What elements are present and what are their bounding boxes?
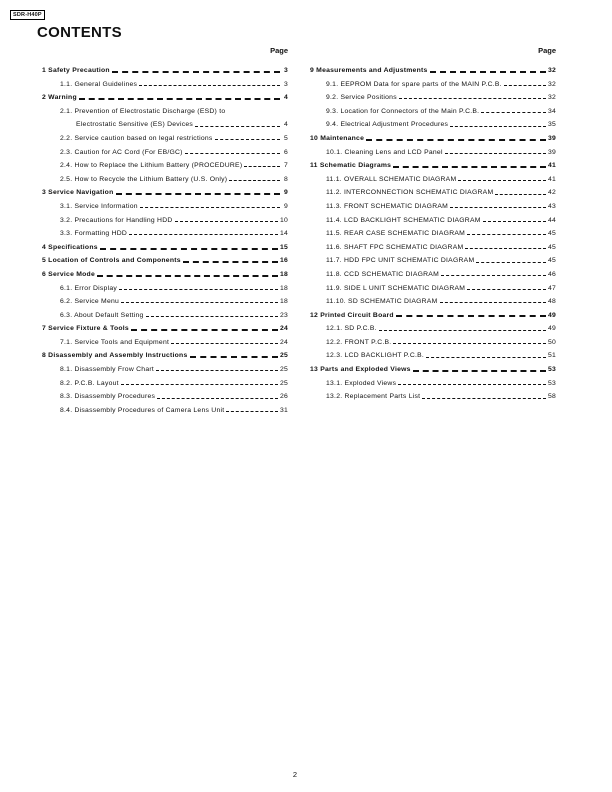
dot-leader <box>146 314 278 317</box>
toc-entry-title: 3 Service Navigation <box>42 189 114 197</box>
dot-leader <box>450 205 546 208</box>
toc-subsection-entry <box>310 186 556 200</box>
toc-entry-title: Electrostatic Sensitive (ES) Devices <box>76 121 194 129</box>
dot-leader <box>226 409 278 412</box>
toc-entry-page: 5 <box>283 134 288 142</box>
toc-entry-page: 18 <box>279 298 288 306</box>
toc-entry-title: 11.6. SHAFT FPC SCHEMATIC DIAGRAM <box>326 243 464 251</box>
toc-entry-title: 9.4. Electrical Adjustment Procedures <box>326 121 449 129</box>
toc-entry-title: 2.3. Caution for AC Cord (For EB/GC) <box>60 148 183 156</box>
dot-leader <box>171 341 278 344</box>
toc-entry-page: 8 <box>283 175 288 183</box>
dot-leader <box>157 396 278 399</box>
dot-leader <box>129 232 278 235</box>
toc-entry-title: 8 Disassembly and Assembly Instructions <box>42 352 188 360</box>
dot-leader <box>441 273 546 276</box>
toc-section-entry <box>42 241 288 255</box>
toc-subsection-entry <box>42 295 288 309</box>
dot-leader <box>183 259 278 263</box>
toc-subsection-entry <box>42 132 288 146</box>
dot-leader <box>119 287 278 290</box>
toc-subsection-entry <box>42 377 288 391</box>
toc-subsection-entry <box>310 254 556 268</box>
toc-entry-page: 48 <box>547 298 556 306</box>
dot-leader <box>185 151 280 154</box>
toc-subsection-entry <box>42 214 288 228</box>
toc-entry-title: 1.1. General Guidelines <box>60 80 138 88</box>
dot-leader <box>426 355 546 358</box>
toc-entry-page: 51 <box>547 352 556 360</box>
toc-entry-title: 3.1. Service Information <box>60 202 138 210</box>
toc-entry-page: 16 <box>279 257 288 265</box>
toc-entry-page: 58 <box>547 393 556 401</box>
dot-leader <box>190 354 278 358</box>
dot-leader <box>504 83 546 86</box>
toc-entry-title: 7.1. Service Tools and Equipment <box>60 338 170 346</box>
toc-subsection-entry <box>42 363 288 377</box>
toc-entry-title: 13.2. Replacement Parts List <box>326 393 421 401</box>
dot-leader <box>476 260 546 263</box>
toc-section-entry <box>310 159 556 173</box>
toc-column-right <box>310 45 556 404</box>
toc-entry-title: 2.2. Service caution based on legal restrictions <box>60 134 213 142</box>
toc-entry-page: 39 <box>547 148 556 156</box>
toc-list <box>42 64 288 417</box>
toc-entry-title: 11.8. CCD SCHEMATIC DIAGRAM <box>326 270 439 278</box>
toc-subsection-entry <box>310 295 556 309</box>
toc-subsection-entry <box>310 214 556 228</box>
toc-entry-title: 11.4. LCD BACKLIGHT SCHEMATIC DIAGRAM <box>326 216 481 224</box>
toc-entry-title: 3.3. Formatting HDD <box>60 230 128 238</box>
dot-leader <box>413 368 546 372</box>
toc-entry-title: 13 Parts and Exploded Views <box>310 366 411 374</box>
toc-entry-page: 50 <box>547 338 556 346</box>
toc-subsection-entry <box>310 322 556 336</box>
toc-list <box>310 64 556 404</box>
toc-subsection-entry <box>42 282 288 296</box>
toc-subsection-entry <box>42 146 288 160</box>
toc-entry-page: 35 <box>547 121 556 129</box>
toc-entry-page: 45 <box>547 243 556 251</box>
toc-entry-title: 9.3. Location for Connectors of the Main P.C.B. <box>326 107 480 115</box>
toc-entry-page: 25 <box>279 366 288 374</box>
toc-entry-page: 53 <box>547 379 556 387</box>
toc-subsection-entry <box>42 173 288 187</box>
toc-subsection-entry <box>310 78 556 92</box>
dot-leader <box>79 96 280 100</box>
toc-subsection-entry <box>310 268 556 282</box>
dot-leader <box>112 69 280 73</box>
toc-entry-page: 3 <box>283 67 288 74</box>
toc-subsection-entry <box>42 200 288 214</box>
toc-entry-page: 18 <box>279 270 288 278</box>
toc-entry-title: 9 Measurements and Adjustments <box>310 67 428 74</box>
dot-leader <box>100 246 278 250</box>
toc-entry-title: 9.1. EEPROM Data for spare parts of the MAIN P.C.B. <box>326 80 502 88</box>
dot-leader <box>467 287 546 290</box>
toc-subsection-entry <box>310 200 556 214</box>
toc-entry-page: 39 <box>547 134 556 142</box>
dot-leader <box>215 137 280 140</box>
toc-entry-title: 11.9. SIDE L UNIT SCHEMATIC DIAGRAM <box>326 284 466 292</box>
toc-entry-title: 8.2. P.C.B. Layout <box>60 379 119 387</box>
toc-entry-page: 43 <box>547 202 556 210</box>
dot-leader <box>121 382 278 385</box>
dot-leader <box>175 219 278 222</box>
dot-leader <box>481 110 546 113</box>
dot-leader <box>445 151 546 154</box>
toc-entry-title: 2.5. How to Recycle the Lithium Battery (U.S. Only) <box>60 175 228 183</box>
page-column-header: Page <box>538 46 556 55</box>
toc-subsection-entry <box>42 227 288 241</box>
toc-subsection-entry <box>310 118 556 132</box>
model-tag: SDR-H40P <box>10 10 45 20</box>
toc-entry-page: 24 <box>279 325 288 333</box>
dot-leader <box>483 219 546 222</box>
toc-subsection-entry <box>310 173 556 187</box>
toc-entry-title: 2.1. Prevention of Electrostatic Discharge (ESD) to <box>60 107 226 115</box>
dot-leader <box>156 368 278 371</box>
toc-entry-title: 8.4. Disassembly Procedures of Camera Lens Unit <box>60 406 225 414</box>
toc-entry-page: 32 <box>547 94 556 102</box>
toc-entry-page: 23 <box>279 311 288 319</box>
toc-entry-title: 10 Maintenance <box>310 134 365 142</box>
toc-entry-title: 11.5. REAR CASE SCHEMATIC DIAGRAM <box>326 230 466 238</box>
toc-entry-page: 15 <box>279 243 288 251</box>
dot-leader <box>458 178 546 181</box>
toc-entry-title: 2.4. How to Replace the Lithium Battery (PROCEDURE) <box>60 162 243 170</box>
toc-subsection-entry <box>310 349 556 363</box>
dot-leader <box>140 205 280 208</box>
toc-subsection-entry <box>310 336 556 350</box>
dot-leader <box>131 327 278 331</box>
toc-entry-title: 6.1. Error Display <box>60 284 118 292</box>
toc-entry-page: 34 <box>547 107 556 115</box>
toc-entry-title: 11.3. FRONT SCHEMATIC DIAGRAM <box>326 202 449 210</box>
dot-leader <box>244 164 280 167</box>
toc-entry-page: 32 <box>547 80 556 88</box>
dot-leader <box>465 246 546 249</box>
toc-entry-title: 12 Printed Circuit Board <box>310 311 394 319</box>
toc-entry-title: 2 Warning <box>42 94 77 102</box>
toc-entry-page: 45 <box>547 257 556 265</box>
dot-leader <box>393 164 546 168</box>
dot-leader <box>450 124 546 127</box>
toc-section-entry <box>310 363 556 377</box>
toc-entry-title: 9.2. Service Positions <box>326 94 397 102</box>
toc-section-entry <box>42 254 288 268</box>
toc-entry-page: 25 <box>279 352 288 360</box>
toc-entry-page: 46 <box>547 270 556 278</box>
toc-subsection-entry <box>310 241 556 255</box>
toc-entry-page: 9 <box>283 202 288 210</box>
page-number: 2 <box>292 770 298 779</box>
toc-subsection-entry <box>310 390 556 404</box>
toc-entry-title: 11 Schematic Diagrams <box>310 162 392 170</box>
toc-subsection-entry <box>42 159 288 173</box>
toc-section-entry <box>42 268 288 282</box>
toc-entry-title: 13.1. Exploded Views <box>326 379 397 387</box>
toc-entry-title: 6.2. Service Menu <box>60 298 120 306</box>
dot-leader <box>97 273 278 277</box>
toc-entry-page: 6 <box>283 148 288 156</box>
dot-leader <box>379 328 546 331</box>
toc-entry-page: 47 <box>547 284 556 292</box>
dot-leader <box>440 300 546 303</box>
toc-entry-page: 4 <box>283 94 288 102</box>
toc-entry-page: 18 <box>279 284 288 292</box>
dot-leader <box>229 178 280 181</box>
toc-entry-page: 31 <box>279 406 288 414</box>
toc-subsection-entry <box>42 309 288 323</box>
toc-entry-title: 11.7. HDD FPC UNIT SCHEMATIC DIAGRAM <box>326 257 475 265</box>
toc-entry-title: 1 Safety Precaution <box>42 67 110 74</box>
page-title: CONTENTS <box>37 24 122 41</box>
dot-leader <box>366 137 546 141</box>
toc-entry-page: 26 <box>279 393 288 401</box>
dot-leader <box>116 191 281 195</box>
toc-entry-page: 10 <box>279 216 288 224</box>
toc-entry-page: 41 <box>547 175 556 183</box>
toc-section-entry <box>42 349 288 363</box>
toc-subsection-entry <box>310 105 556 119</box>
toc-subsection-entry <box>42 78 288 92</box>
toc-entry-title: 12.2. FRONT P.C.B. <box>326 338 392 346</box>
toc-entry-title: 8.3. Disassembly Procedures <box>60 393 156 401</box>
toc-entry-page: 24 <box>279 338 288 346</box>
toc-entry-page: 14 <box>279 230 288 238</box>
toc-entry-page: 49 <box>547 311 556 319</box>
toc-entry-page: 3 <box>283 80 288 88</box>
dot-leader <box>430 69 546 73</box>
page-column-header: Page <box>270 46 288 55</box>
toc-section-entry <box>310 64 556 78</box>
toc-subsection-entry <box>310 377 556 391</box>
toc-section-entry <box>42 64 288 78</box>
toc-entry-page: 32 <box>547 67 556 74</box>
toc-subsection-entry <box>42 390 288 404</box>
toc-entry-page: 49 <box>547 325 556 333</box>
dot-leader <box>396 313 546 317</box>
toc-entry-page: 44 <box>547 216 556 224</box>
toc-entry-title: 11.10. SD SCHEMATIC DIAGRAM <box>326 298 438 306</box>
toc-entry-page: 45 <box>547 230 556 238</box>
toc-subsection-entry <box>310 91 556 105</box>
dot-leader <box>495 192 546 195</box>
toc-subsection-entry <box>42 404 288 418</box>
dot-leader <box>195 124 280 127</box>
toc-column-left <box>42 45 288 417</box>
toc-subsection-entry <box>42 118 288 132</box>
toc-section-entry <box>310 132 556 146</box>
toc-entry-title: 6.3. About Default Setting <box>60 311 144 319</box>
toc-entry-page: 7 <box>283 162 288 170</box>
toc-subsection-entry <box>310 282 556 296</box>
toc-entry-title: 10.1. Cleaning Lens and LCD Panel <box>326 148 443 156</box>
toc-entry-page: 53 <box>547 366 556 374</box>
toc-subsection-entry <box>310 227 556 241</box>
toc-entry-title: 8.1. Disassembly Frow Chart <box>60 366 155 374</box>
toc-section-entry <box>42 91 288 105</box>
dot-leader <box>398 382 546 385</box>
toc-entry-page: 41 <box>547 162 556 170</box>
toc-entry-title: 11.2. INTERCONNECTION SCHEMATIC DIAGRAM <box>326 189 494 197</box>
toc-entry-title: 3.2. Precautions for Handling HDD <box>60 216 173 224</box>
toc-entry-title: 5 Location of Controls and Components <box>42 257 181 265</box>
dot-leader <box>467 232 546 235</box>
toc-section-entry <box>42 322 288 336</box>
toc-entry-title: 12.1. SD P.C.B. <box>326 325 377 333</box>
dot-leader <box>393 341 545 344</box>
toc-entry-title: 4 Specifications <box>42 243 98 251</box>
dot-leader <box>121 300 278 303</box>
toc-section-entry <box>42 186 288 200</box>
toc-section-entry <box>310 309 556 323</box>
toc-entry-title: 7 Service Fixture & Tools <box>42 325 129 333</box>
toc-entry-page: 4 <box>283 121 288 129</box>
toc-subsection-entry <box>310 146 556 160</box>
toc-entry-title: 11.1. OVERALL SCHEMATIC DIAGRAM <box>326 175 457 183</box>
toc-entry-title: 12.3. LCD BACKLIGHT P.C.B. <box>326 352 425 360</box>
toc-subsection-entry <box>42 105 288 119</box>
toc-entry-page: 42 <box>547 189 556 197</box>
dot-leader <box>399 96 546 99</box>
toc-entry-page: 25 <box>279 379 288 387</box>
dot-leader <box>422 396 546 399</box>
toc-entry-title: 6 Service Mode <box>42 270 95 278</box>
toc-entry-page: 9 <box>283 189 288 197</box>
toc-subsection-entry <box>42 336 288 350</box>
dot-leader <box>139 83 280 86</box>
